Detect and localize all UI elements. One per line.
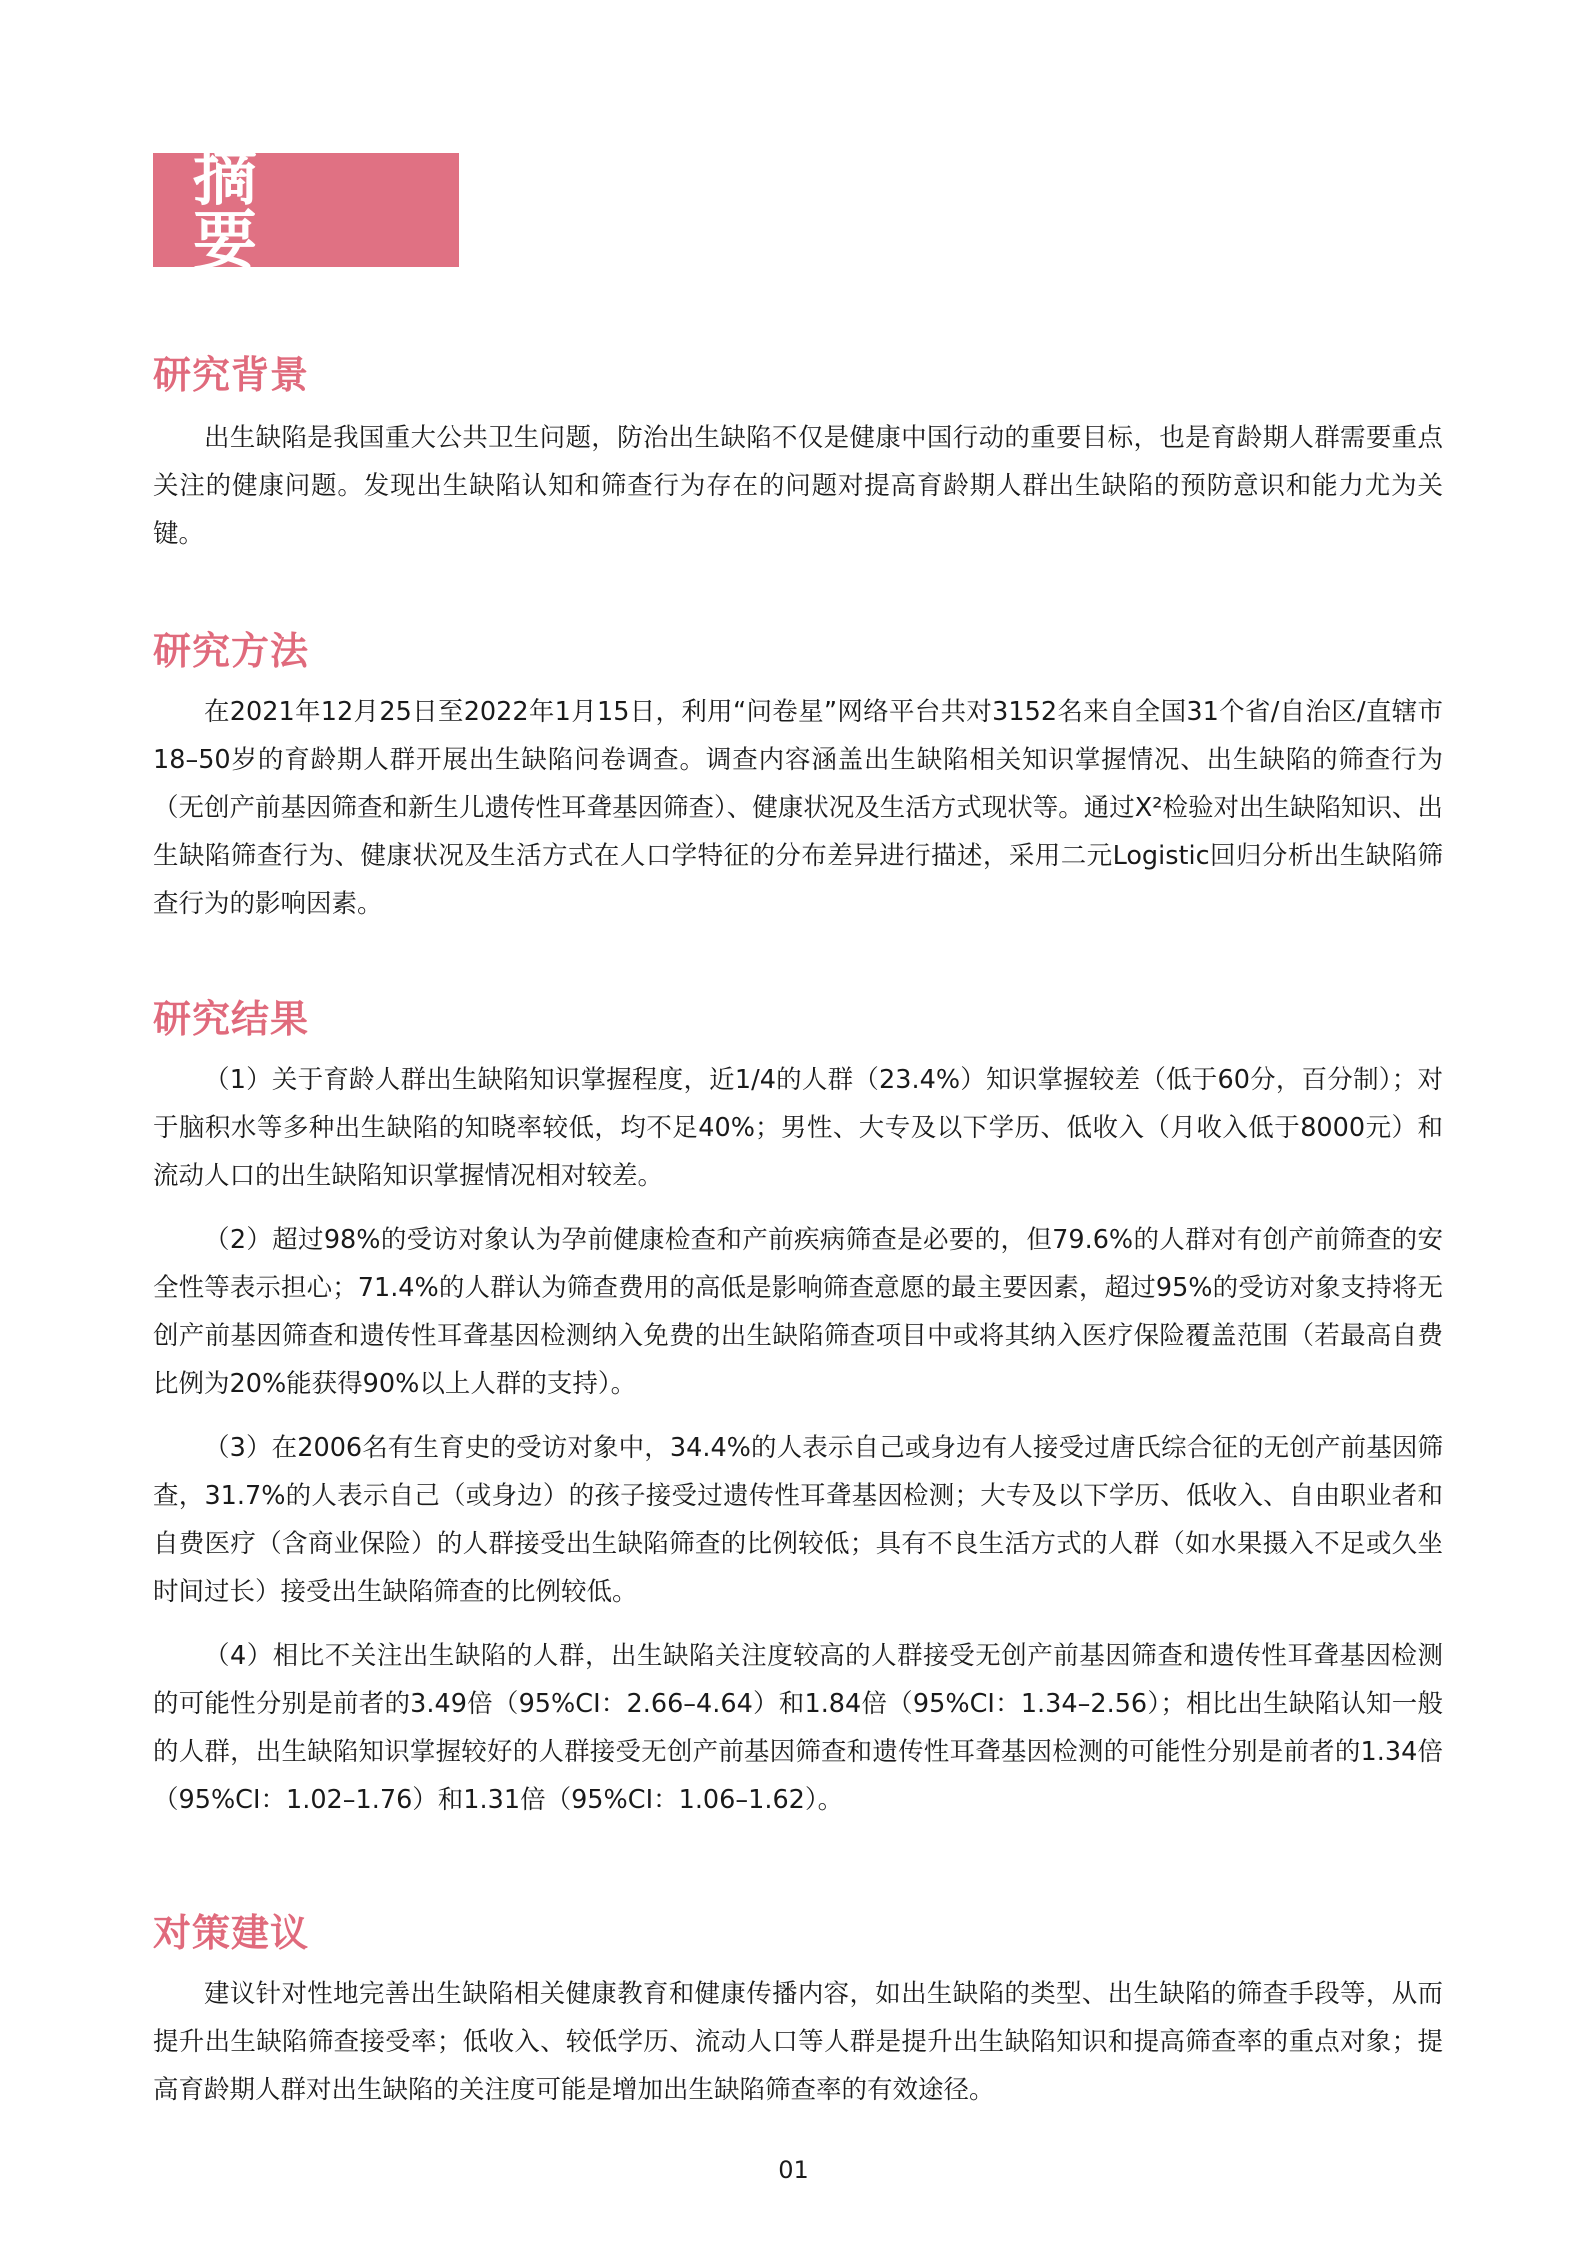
section-method <box>153 626 1443 928</box>
section-heading-suggestions: 对策建议 <box>153 1911 310 1955</box>
results-paragraph-3: （3）在2006名有生育史的受访对象中，34.4%的人表示自己或身边有人接受过唐氏综合征的无创产前基因筛查，31.7%的人表示自己（或身边）的孩子接受过遗传性耳聋基因检测；大专及以下学历、低收入、自由职业者和自费医疗（含商业保险）的人群接受出生缺陷筛查的比例较低；具有不良生活方式的人群（如水果摄入不足或久坐时间过长）接受出生缺陷筛查的比例较低。 <box>153 1433 1443 1607</box>
abstract-title: 摘 要 <box>193 141 297 279</box>
section-heading-background: 研究背景 <box>153 353 310 397</box>
section-heading-results: 研究结果 <box>153 997 310 1041</box>
section-results <box>153 994 1443 1824</box>
section-background <box>153 350 1443 558</box>
section-suggestions <box>153 1908 1443 2114</box>
page-number: 01 <box>778 2156 809 2184</box>
results-paragraph-4: （4）相比不关注出生缺陷的人群，出生缺陷关注度较高的人群接受无创产前基因筛查和遗传性耳聋基因检测的可能性分别是前者的3.49倍（95%CI：2.66–4.64）和1.84倍（95%CI：1.34–2.56）；相比出生缺陷认知一般的人群，出生缺陷知识掌握较好的人群接受无创产前基因筛查和遗传性耳聋基因检测的可能性分别是前者的1.34倍（95%CI：1.02–1.76）和1.31倍（95%CI：1.06–1.62）。 <box>153 1641 1443 1815</box>
abstract-title-banner <box>153 141 459 279</box>
suggestions-paragraph-1: 建议针对性地完善出生缺陷相关健康教育和健康传播内容，如出生缺陷的类型、出生缺陷的筛查手段等，从而提升出生缺陷筛查接受率；低收入、较低学历、流动人口等人群是提升出生缺陷知识和提高筛查率的重点对象；提高育龄期人群对出生缺陷的关注度可能是增加出生缺陷筛查率的有效途径。 <box>153 1979 1443 2105</box>
method-paragraph-1: 在2021年12月25日至2022年1月15日，利用“问卷星”网络平台共对3152名来自全国31个省/自治区/直辖市18–50岁的育龄期人群开展出生缺陷问卷调查。调查内容涵盖出生缺陷相关知识掌握情况、出生缺陷的筛查行为（无创产前基因筛查和新生儿遗传性耳聋基因筛查）、健康状况及生活方式现状等。通过X²检验对出生缺陷知识、出生缺陷筛查行为、健康状况及生活方式在人口学特征的分布差异进行描述，采用二元Logistic回归分析出生缺陷筛查行为的影响因素。 <box>153 697 1443 919</box>
background-paragraph-1: 出生缺陷是我国重大公共卫生问题，防治出生缺陷不仅是健康中国行动的重要目标，也是育龄期人群需要重点关注的健康问题。发现出生缺陷认知和筛查行为存在的问题对提高育龄期人群出生缺陷的预防意识和能力尤为关键。 <box>153 423 1443 549</box>
results-paragraph-1: （1）关于育龄人群出生缺陷知识掌握程度，近1/4的人群（23.4%）知识掌握较差（低于60分，百分制）；对于脑积水等多种出生缺陷的知晓率较低，均不足40%；男性、大专及以下学历、低收入（月收入低于8000元）和流动人口的出生缺陷知识掌握情况相对较差。 <box>153 1065 1443 1191</box>
section-heading-method: 研究方法 <box>153 629 310 673</box>
results-paragraph-2: （2）超过98%的受访对象认为孕前健康检查和产前疾病筛查是必要的，但79.6%的人群对有创产前筛查的安全性等表示担心；71.4%的人群认为筛查费用的高低是影响筛查意愿的最主要因素，超过95%的受访对象支持将无创产前基因筛查和遗传性耳聋基因检测纳入免费的出生缺陷筛查项目中或将其纳入医疗保险覆盖范围（若最高自费比例为20%能获得90%以上人群的支持）。 <box>153 1225 1443 1399</box>
